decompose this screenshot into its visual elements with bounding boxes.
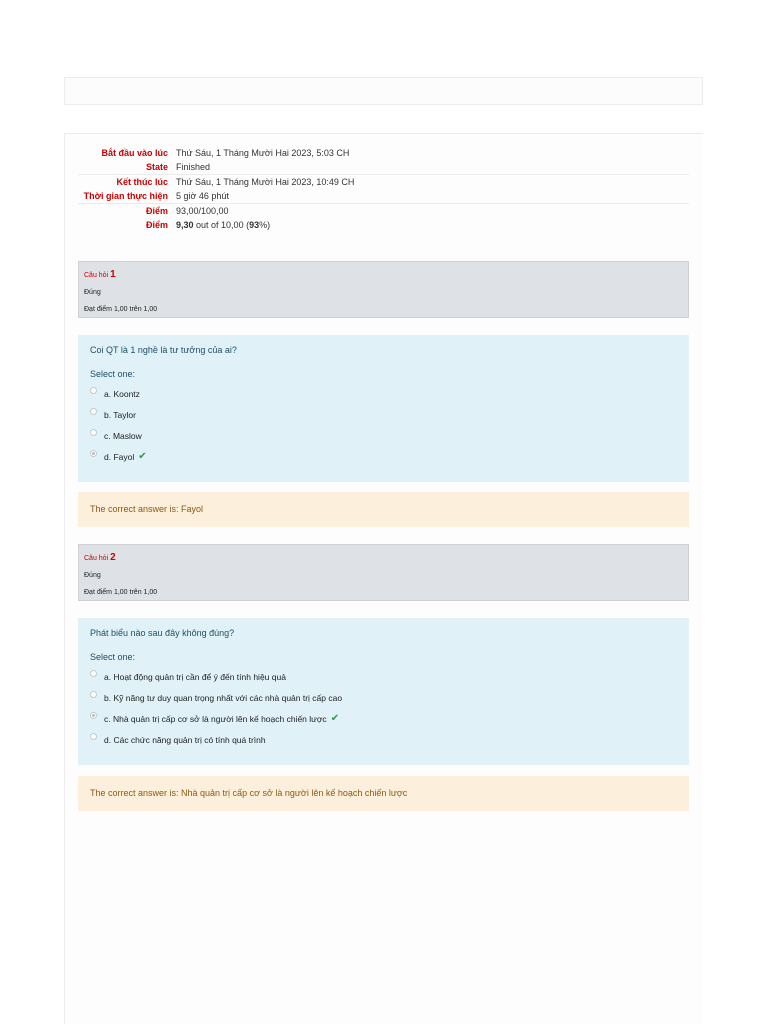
correct-check-icon: ✔ bbox=[138, 451, 147, 462]
question-1-info bbox=[78, 261, 689, 318]
summary-row-started bbox=[78, 146, 689, 160]
top-header-box bbox=[64, 77, 703, 105]
attempt-summary bbox=[78, 146, 689, 232]
grade-close: %) bbox=[259, 220, 271, 230]
state-label: State bbox=[145, 162, 168, 172]
radio-checked-icon[interactable] bbox=[90, 712, 97, 719]
question-2-status: Đúng bbox=[84, 572, 101, 579]
question-1-answer-a[interactable] bbox=[90, 383, 677, 404]
correct-check-icon: ✔ bbox=[330, 713, 340, 724]
question-number: 1 bbox=[110, 269, 116, 280]
answer-label: c. Maslow bbox=[104, 430, 142, 441]
question-number: 2 bbox=[110, 552, 116, 563]
summary-row-completed bbox=[78, 175, 689, 190]
grade-label: Điểm bbox=[145, 220, 168, 230]
answer-label: b. Kỹ năng tư duy quan trọng nhất với các nhà quản trị cấp cao bbox=[104, 692, 343, 703]
answer-label: b. Taylor bbox=[104, 409, 136, 420]
question-1-text: Coi QT là 1 nghề là tư tưởng của ai? bbox=[90, 345, 237, 355]
question-2-feedback: The correct answer is: Nhà quản trị cấp cơ sở là người lên kế hoạch chiến lược bbox=[78, 776, 689, 811]
radio-icon[interactable] bbox=[90, 387, 97, 394]
question-1-feedback: The correct answer is: Fayol bbox=[78, 492, 689, 527]
question-1-answer-d[interactable] bbox=[90, 446, 677, 467]
question-1-status: Đúng bbox=[84, 289, 101, 296]
question-2-answer-b[interactable] bbox=[90, 687, 677, 708]
summary-row-state bbox=[78, 160, 689, 175]
question-1-select-one: Select one: bbox=[90, 369, 136, 379]
grade-score: 9,30 bbox=[176, 220, 194, 230]
answer-label: c. Nhà quản trị cấp cơ sở là người lên kế hoạch chiến lược bbox=[104, 713, 327, 724]
question-label: Câu hỏi bbox=[84, 555, 109, 562]
question-2-mark: Đạt điểm 1,00 trên 1,00 bbox=[84, 589, 158, 596]
question-2-number bbox=[84, 549, 683, 567]
time-taken-value: 5 giờ 46 phút bbox=[176, 191, 229, 201]
radio-icon[interactable] bbox=[90, 408, 97, 415]
question-1-formulation bbox=[78, 335, 689, 482]
question-1-number bbox=[84, 266, 683, 284]
question-1-answer-c[interactable] bbox=[90, 425, 677, 446]
time-taken-label: Thời gian thực hiện bbox=[83, 191, 168, 201]
answer-label: a. Hoạt động quản trị cần để ý đến tính hiệu quả bbox=[104, 671, 286, 682]
radio-icon[interactable] bbox=[90, 691, 97, 698]
question-2-answer-c[interactable] bbox=[90, 708, 677, 729]
answer-label: d. Các chức năng quản trị có tính quá trình bbox=[104, 734, 266, 745]
completed-value: Thứ Sáu, 1 Tháng Mười Hai 2023, 10:49 CH bbox=[176, 175, 689, 190]
question-2-answer-a[interactable] bbox=[90, 666, 677, 687]
answer-label: d. Fayol bbox=[104, 451, 135, 462]
question-2-answer-d[interactable] bbox=[90, 729, 677, 750]
radio-icon[interactable] bbox=[90, 670, 97, 677]
question-1-mark: Đạt điểm 1,00 trên 1,00 bbox=[84, 306, 158, 313]
marks-value: 93,00/100,00 bbox=[176, 204, 689, 219]
radio-icon[interactable] bbox=[90, 733, 97, 740]
grade-percent: 93 bbox=[249, 220, 260, 230]
question-2-formulation bbox=[78, 618, 689, 765]
marks-label: Điểm bbox=[78, 204, 176, 219]
question-2-text: Phát biểu nào sau đây không đúng? bbox=[90, 628, 235, 638]
summary-row-marks bbox=[78, 204, 689, 219]
radio-icon[interactable] bbox=[90, 429, 97, 436]
completed-label: Kết thúc lúc bbox=[78, 175, 176, 190]
state-value: Finished bbox=[176, 162, 211, 172]
radio-checked-icon[interactable] bbox=[90, 450, 97, 457]
attempt-summary-table bbox=[78, 146, 689, 232]
grade-value bbox=[176, 218, 689, 232]
question-2-info bbox=[78, 544, 689, 601]
question-2-select-one: Select one: bbox=[90, 652, 136, 662]
question-1-answer-b[interactable] bbox=[90, 404, 677, 425]
grade-outof: out of 10,00 ( bbox=[193, 220, 250, 230]
started-label: Bắt đầu vào lúc bbox=[101, 148, 168, 158]
started-value: Thứ Sáu, 1 Tháng Mười Hai 2023, 5:03 CH bbox=[176, 148, 350, 158]
answer-label: a. Koontz bbox=[104, 388, 140, 399]
summary-row-grade bbox=[78, 218, 689, 232]
question-label: Câu hỏi bbox=[84, 272, 109, 279]
summary-row-time bbox=[78, 189, 689, 204]
